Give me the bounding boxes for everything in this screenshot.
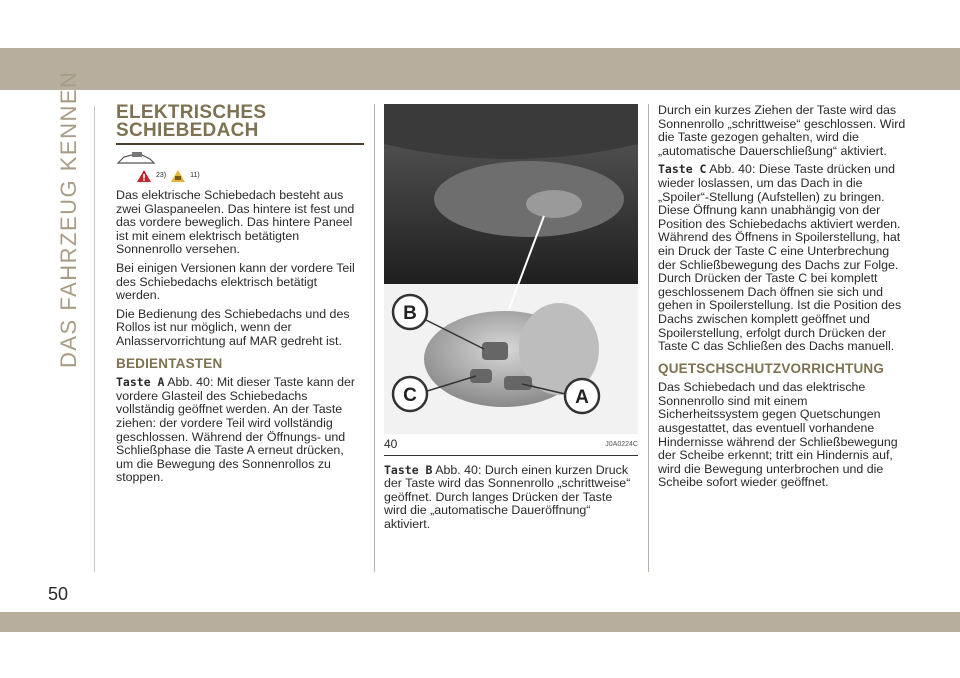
paragraph: Die Bedienung des Schiebedachs und des Rollos ist nur möglich, wenn der Anlasservorrichtung auf MAR gedreht ist. [116,306,350,348]
warning-ref-2: 11) [190,172,200,180]
subsection-heading: BEDIENTASTEN [116,355,223,371]
warning-triangle-icon [136,169,152,183]
top-band [0,0,960,48]
paragraph-taste-b [384,464,638,532]
paragraph-taste-c [658,163,910,353]
warning-references [136,169,364,183]
column-left [116,104,364,490]
side-section-title: DAS FAHRZEUG KENNEN [56,70,81,368]
taste-b-label: Taste B [384,462,433,477]
side-divider [94,106,95,572]
column-divider [374,104,375,572]
figure-caption-row [384,434,638,456]
overhead-console-illustration [384,104,638,434]
column-right [658,104,910,495]
paragraph: Das Schiebedach und das elektrische Sonnenrollo sind mit einem Sicherheitssystem gegen Quetschungen ausgestattet, das eventuell vorhandene Hindernisse während der Schließbewegung der Scheibe erkennt; tritt ein Hindernis auf, wird die Bewegung unterbrochen und die Scheibe sofort wieder geöffnet. [658,380,898,490]
paragraph: Durch ein kurzes Ziehen der Taste wird das Sonnenrollo „schrittweise“ geschlossen. Wird die Taste gezogen gehalten, wird die „automatische Dauerschließung“ aktiviert. [658,103,906,158]
taste-b-text: Abb. 40: Durch einen kurzen Druck der Taste wird das Sonnenrollo „schrittweise“ geöffnet. Durch langes Drücken der Taste wird die „automatische Daueröffnung“ aktiviert. [384,462,631,531]
label-b: B [403,303,417,324]
sunroof-symbol-row [116,151,364,165]
taste-c-label: Taste C [658,162,707,177]
figure-photo [384,104,638,434]
warning-ref-1: 23) [156,172,167,180]
subsection-heading: QUETSCHSCHUTZVORRICHTUNG [658,360,885,376]
paragraph-taste-a [116,376,364,485]
taste-a-label: Taste A [116,375,165,390]
label-c: C [403,385,417,406]
caution-triangle-icon [170,169,186,183]
bottom-band [0,612,960,632]
taste-c-text: Abb. 40: Diese Taste drücken und wieder loslassen, um das Dach in die „Spoiler“-Stellung (Aufstellen) zu bringen. Diese Öffnung kann unabhängig von der Position des Schiebedachs aktiviert werden. Während des Öffnens in Spoilerstellung, hat ein Druck der Taste C eine Unterbrechung der Schließbewegung des Dachs zur Folge. Durch Drücken der Taste C bei komplett geschlossenem Dach öffnen sie sich und gehen in Spoilerstellung. Ist die Position des Dachs zwischen komplett geöffnet und Spoilerstellung, erfolgt durch Drücken der Taste C das Schließen des Dachs manuell. [658,162,902,354]
heading-underline [116,143,364,145]
paragraph: Bei einigen Versionen kann der vordere Teil des Schiebedachs elektrisch betätigt werden. [116,260,355,303]
car-roof-icon [116,151,156,165]
figure-code: J0A0224C [605,441,638,448]
paragraph: Das elektrische Schiebedach besteht aus zwei Glaspaneelen. Das hintere ist fest und das vordere beweglich. Das hintere Paneel ist mit einem elektrisch betätigten Sonnenrollo versehen. [116,188,355,257]
page-number: 50 [48,584,69,604]
footer-area [0,632,960,678]
label-a: A [575,387,589,408]
taste-a-text: Abb. 40: Mit dieser Taste kann der vordere Glasteil des Schiebedachs vollständig geöffnet werden. An der Taste ziehen: der vordere Teil wird vollständig geschlossen. Während der Öffnungs- und Schließphase die Taste A erneut drücken, um die Bewegung des Sonnenrollos zu stoppen. [116,375,356,485]
column-middle [384,104,638,537]
figure-number: 40 [384,437,398,451]
column-divider [648,104,649,572]
section-heading: ELEKTRISCHES SCHIEBEDACH [116,102,267,141]
